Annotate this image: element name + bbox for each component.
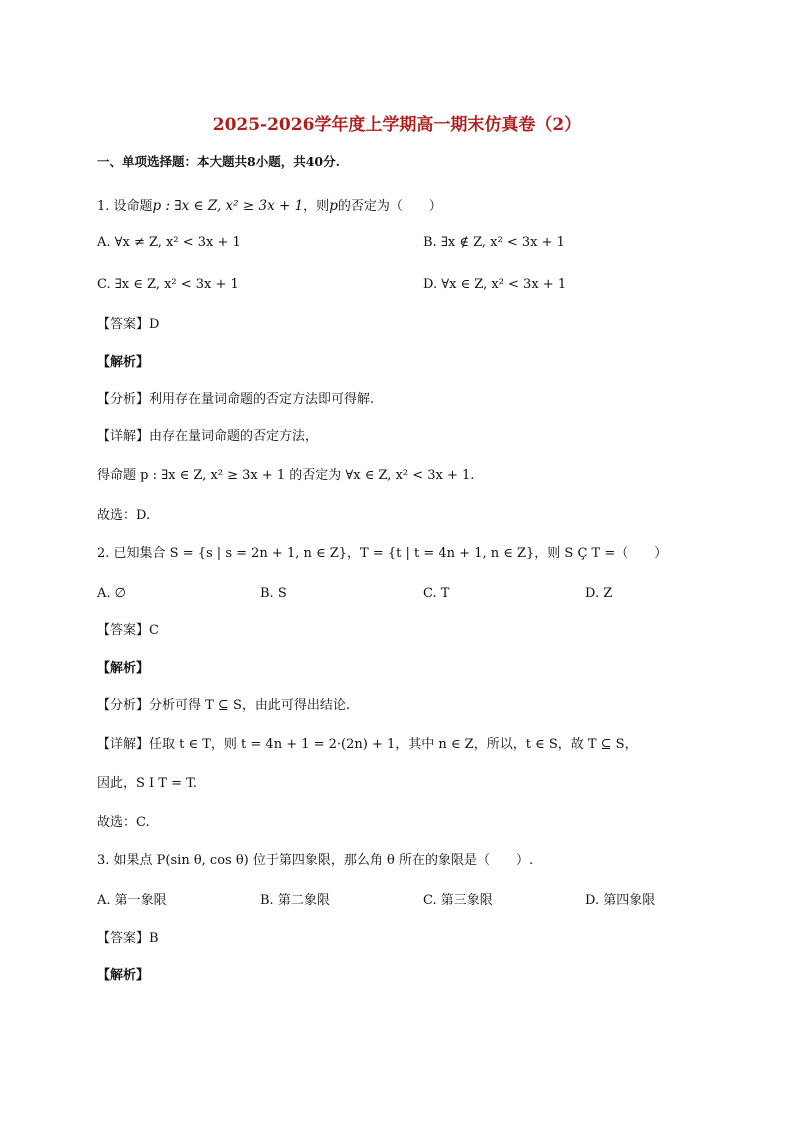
q1-choose: 故选：D. [97, 508, 151, 523]
q1-solution-line: 得命题 p : ∃x ∈ Z, x² ≥ 3x + 1 的否定为 ∀x ∈ Z, x² < 3x + 1. [97, 468, 475, 483]
q2-option-d: D. Z [585, 586, 613, 601]
q1-stem-pre: 1. 设命题 [97, 199, 153, 214]
q2-conclusion: 因此，S I T = T. [97, 776, 198, 791]
q1-option-b: B. ∃x ∉ Z, x² < 3x + 1 [423, 235, 565, 250]
q1-fenxi: 【分析】利用存在量词命题的否定方法即可得解. [97, 392, 375, 407]
q1-stem-math: p : ∃x ∈ Z, x² ≥ 3x + 1 [152, 198, 304, 214]
section-heading: 一、单项选择题：本大题共8小题，共40分. [97, 154, 340, 169]
q2-xiangjie: 【详解】任取 t ∈ T，则 t = 4n + 1 = 2·(2n) + 1，其中 n ∈ Z，所以，t ∈ S，故 T ⊆ S， [97, 737, 638, 752]
q3-option-a: A. 第一象限 [97, 893, 167, 908]
q3-analysis-heading: 【解析】 [97, 968, 150, 983]
q1-option-d: D. ∀x ∈ Z, x² < 3x + 1 [423, 277, 567, 292]
q3-answer: 【答案】B [97, 931, 159, 946]
question-2-stem: 2. 已知集合 S = {s | s = 2n + 1, n ∈ Z}，T = {t | t = 4n + 1, n ∈ Z}，则 S Ç T =（ ） [97, 546, 668, 561]
q2-option-c: C. T [423, 586, 450, 601]
q1-option-c: C. ∃x ∈ Z, x² < 3x + 1 [97, 277, 239, 292]
q2-option-a: A. ∅ [97, 586, 126, 601]
q2-choose: 故选：C. [97, 815, 150, 830]
q1-stem-mid: ，则 [303, 199, 330, 214]
q3-option-b: B. 第二象限 [260, 893, 330, 908]
q2-fenxi: 【分析】分析可得 T ⊆ S，由此可得出结论. [97, 698, 350, 713]
q1-stem-post: 的否定为（ ） [337, 199, 442, 214]
q1-analysis-heading: 【解析】 [97, 355, 150, 370]
question-1-stem [97, 196, 442, 217]
page-title: 2025-2026学年度上学期高一期末仿真卷（2） [212, 115, 582, 135]
q1-option-a: A. ∀x ≠ Z, x² < 3x + 1 [97, 235, 241, 250]
q1-stem-p: p [329, 198, 338, 214]
q2-answer: 【答案】C [97, 623, 159, 638]
q2-option-b: B. S [260, 586, 287, 601]
question-3-stem: 3. 如果点 P(sin θ, cos θ) 位于第四象限，那么角 θ 所在的象限是（ ）. [97, 853, 534, 868]
q3-option-c: C. 第三象限 [423, 893, 493, 908]
q2-analysis-heading: 【解析】 [97, 661, 150, 676]
q1-answer: 【答案】D [97, 317, 160, 332]
q1-xiangjie: 【详解】由存在量词命题的否定方法， [97, 429, 319, 444]
q3-option-d: D. 第四象限 [585, 893, 656, 908]
